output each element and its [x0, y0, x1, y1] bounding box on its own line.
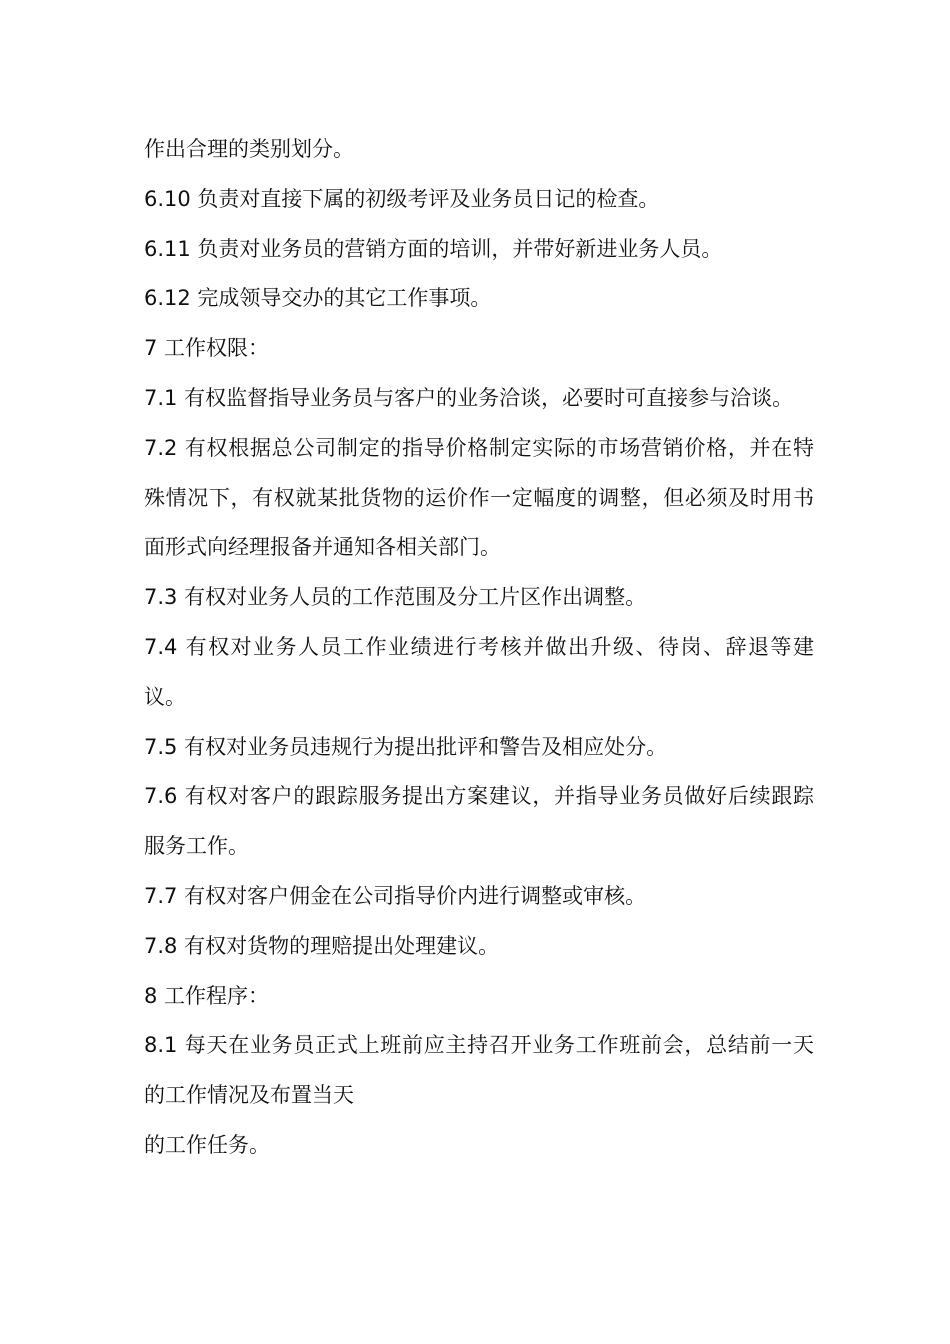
section-heading-7: 7 工作权限： — [144, 336, 270, 361]
paragraph-6-10: 6.10 负责对直接下属的初级考评及业务员日记的检查。 — [144, 186, 660, 211]
paragraph-8-1: 8.1 每天在业务员正式上班前应主持召开业务工作班前会，总结前一天的工作情况及布置当天 — [144, 1033, 814, 1108]
document-body — [144, 125, 814, 1171]
paragraph-7-8: 7.8 有权对货物的理赔提出处理建议。 — [144, 933, 500, 958]
paragraph-6-12: 6.12 完成领导交办的其它工作事项。 — [144, 286, 492, 311]
paragraph-7-7: 7.7 有权对客户佣金在公司指导价内进行调整或审核。 — [144, 883, 647, 908]
paragraph-7-5: 7.5 有权对业务员违规行为提出批评和警告及相应处分。 — [144, 734, 668, 759]
paragraph-7-2: 7.2 有权根据总公司制定的指导价格制定实际的市场营销价格，并在特殊情况下，有权就某批货物的运价作一定幅度的调整，但必须及时用书面形式向经理报备并通知各相关部门。 — [144, 435, 814, 560]
paragraph-6-9-continued: 作出合理的类别划分。 — [144, 137, 354, 161]
paragraph-7-3: 7.3 有权对业务人员的工作范围及分工片区作出调整。 — [144, 585, 647, 610]
section-heading-8: 8 工作程序： — [144, 983, 270, 1008]
paragraph-6-11: 6.11 负责对业务员的营销方面的培训，并带好新进业务人员。 — [144, 236, 723, 261]
paragraph-7-1: 7.1 有权监督指导业务员与客户的业务洽谈，必要时可直接参与洽谈。 — [144, 385, 794, 410]
paragraph-7-4: 7.4 有权对业务人员工作业绩进行考核并做出升级、待岗、辞退等建议。 — [144, 634, 814, 709]
paragraph-8-1-continued: 的工作任务。 — [144, 1132, 270, 1157]
paragraph-7-6: 7.6 有权对客户的跟踪服务提出方案建议，并指导业务员做好后续跟踪服务工作。 — [144, 784, 814, 859]
